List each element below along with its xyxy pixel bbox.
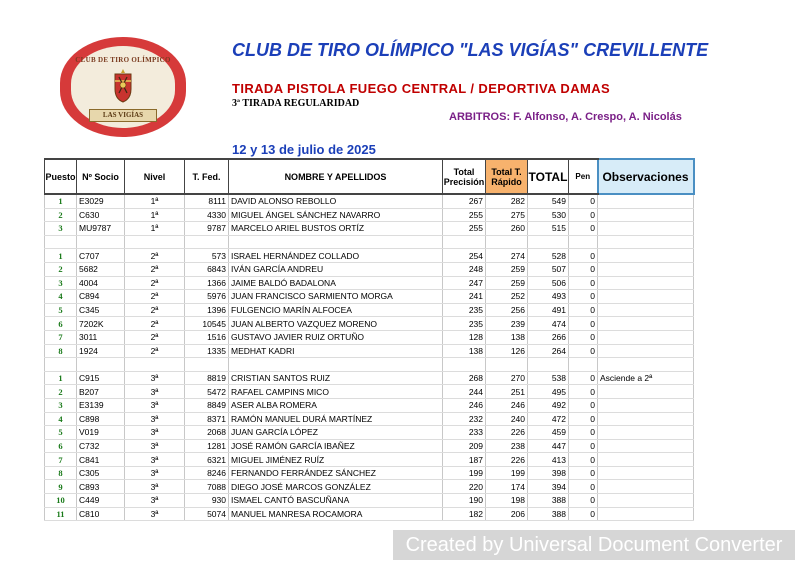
cell-nombre: [229, 358, 443, 372]
cell-fed: 8246: [185, 466, 229, 480]
cell-nombre: GUSTAVO JAVIER RUIZ ORTUÑO: [229, 330, 443, 344]
table-row: [45, 453, 694, 467]
cell-socio: C630: [77, 208, 125, 222]
cell-socio: B207: [77, 385, 125, 399]
cell-rapido: 199: [486, 466, 528, 480]
cell-precision: 247: [443, 276, 486, 290]
cell-pen: 0: [569, 412, 598, 426]
col-header-fed: T. Fed.: [185, 159, 229, 194]
cell-precision: [443, 358, 486, 372]
cell-nombre: FULGENCIO MARÍN ALFOCEA: [229, 303, 443, 317]
cell-nivel: 2ª: [125, 303, 185, 317]
cell-puesto: [45, 358, 77, 372]
cell-nombre: [229, 235, 443, 249]
cell-puesto: 5: [45, 426, 77, 440]
cell-fed: 5472: [185, 385, 229, 399]
cell-socio: C305: [77, 466, 125, 480]
cell-precision: 199: [443, 466, 486, 480]
cell-precision: 244: [443, 385, 486, 399]
col-header-rapido-line1: Total T.: [491, 166, 522, 177]
cell-precision: 182: [443, 507, 486, 521]
cell-nivel: 2ª: [125, 290, 185, 304]
table-row: [45, 398, 694, 412]
cell-rapido: 270: [486, 371, 528, 385]
cell-nombre: JAIME BALDÓ BADALONA: [229, 276, 443, 290]
cell-nombre: RAMÓN MANUEL DURÁ MARTÍNEZ: [229, 412, 443, 426]
cell-rapido: 275: [486, 208, 528, 222]
cell-fed: 8819: [185, 371, 229, 385]
table-row: [45, 385, 694, 399]
cell-nivel: 2ª: [125, 344, 185, 358]
cell-nivel: 3ª: [125, 439, 185, 453]
cell-socio: C915: [77, 371, 125, 385]
cell-fed: 4330: [185, 208, 229, 222]
cell-puesto: 6: [45, 439, 77, 453]
cell-fed: 5976: [185, 290, 229, 304]
cell-puesto: 1: [45, 371, 77, 385]
table-row: [45, 222, 694, 236]
cell-rapido: 126: [486, 344, 528, 358]
cell-total: [528, 358, 569, 372]
cell-puesto: 1: [45, 249, 77, 263]
page-title: CLUB DE TIRO OLÍMPICO "LAS VIGÍAS" CREVILLENTE: [232, 40, 709, 60]
cell-rapido: 206: [486, 507, 528, 521]
cell-socio: C893: [77, 480, 125, 494]
cell-observaciones: [598, 507, 694, 521]
cell-nombre: MANUEL MANRESA ROCAMORA: [229, 507, 443, 521]
cell-puesto: 2: [45, 385, 77, 399]
cell-observaciones: [598, 330, 694, 344]
cell-rapido: 282: [486, 194, 528, 208]
cell-puesto: 8: [45, 466, 77, 480]
col-header-puesto: Puesto: [45, 159, 77, 194]
cell-total: 447: [528, 439, 569, 453]
cell-fed: 1281: [185, 439, 229, 453]
cell-total: 388: [528, 507, 569, 521]
table-row: [45, 412, 694, 426]
col-header-precision: [443, 159, 486, 194]
cell-nivel: 3ª: [125, 480, 185, 494]
cell-socio: E3029: [77, 194, 125, 208]
cell-pen: 0: [569, 453, 598, 467]
cell-total: 538: [528, 371, 569, 385]
cell-socio: C449: [77, 494, 125, 508]
cell-fed: 8371: [185, 412, 229, 426]
cell-puesto: 4: [45, 412, 77, 426]
cell-precision: 128: [443, 330, 486, 344]
cell-total: 492: [528, 398, 569, 412]
cell-nombre: IVÁN GARCÍA ANDREU: [229, 262, 443, 276]
table-row: [45, 208, 694, 222]
converter-watermark: Created by Universal Document Converter: [393, 530, 795, 560]
cell-observaciones: [598, 466, 694, 480]
cell-rapido: 198: [486, 494, 528, 508]
cell-observaciones: [598, 439, 694, 453]
cell-nombre: DAVID ALONSO REBOLLO: [229, 194, 443, 208]
cell-pen: [569, 235, 598, 249]
table-row: [45, 330, 694, 344]
cell-rapido: 226: [486, 426, 528, 440]
cell-nombre: DIEGO JOSÉ MARCOS GONZÁLEZ: [229, 480, 443, 494]
cell-fed: 9787: [185, 222, 229, 236]
col-header-nombre: NOMBRE Y APELLIDOS: [229, 159, 443, 194]
table-row: [45, 194, 694, 208]
cell-observaciones: [598, 358, 694, 372]
cell-precision: 138: [443, 344, 486, 358]
cell-fed: 8849: [185, 398, 229, 412]
cell-puesto: 6: [45, 317, 77, 331]
cell-precision: 233: [443, 426, 486, 440]
cell-puesto: [45, 235, 77, 249]
shield-icon: [111, 69, 135, 103]
cell-pen: 0: [569, 371, 598, 385]
results-table: [44, 158, 695, 521]
cell-puesto: 7: [45, 330, 77, 344]
cell-observaciones: [598, 494, 694, 508]
col-header-rapido-line2: Rápido: [491, 176, 522, 187]
col-header-nivel: Nivel: [125, 159, 185, 194]
cell-pen: 0: [569, 317, 598, 331]
cell-puesto: 3: [45, 398, 77, 412]
cell-nombre: ISMAEL CANTÓ BASCUÑANA: [229, 494, 443, 508]
table-row: [45, 344, 694, 358]
cell-observaciones: [598, 385, 694, 399]
cell-precision: 267: [443, 194, 486, 208]
cell-pen: 0: [569, 398, 598, 412]
competition-subtitle: TIRADA PISTOLA FUEGO CENTRAL / DEPORTIVA DAMAS: [232, 81, 611, 96]
cell-rapido: 246: [486, 398, 528, 412]
cell-rapido: 259: [486, 262, 528, 276]
cell-rapido: 239: [486, 317, 528, 331]
cell-socio: 7202K: [77, 317, 125, 331]
cell-total: 266: [528, 330, 569, 344]
cell-nivel: 2ª: [125, 262, 185, 276]
cell-precision: 254: [443, 249, 486, 263]
cell-puesto: 3: [45, 222, 77, 236]
cell-nombre: MIGUEL JIMÉNEZ RUÍZ: [229, 453, 443, 467]
cell-nombre: JUAN FRANCISCO SARMIENTO MORGA: [229, 290, 443, 304]
cell-nivel: 3ª: [125, 426, 185, 440]
cell-pen: 0: [569, 494, 598, 508]
cell-nivel: 2ª: [125, 330, 185, 344]
cell-puesto: 9: [45, 480, 77, 494]
cell-observaciones: [598, 208, 694, 222]
cell-fed: 6321: [185, 453, 229, 467]
cell-nombre: MIGUEL ÁNGEL SÁNCHEZ NAVARRO: [229, 208, 443, 222]
cell-socio: 4004: [77, 276, 125, 290]
cell-socio: C732: [77, 439, 125, 453]
cell-nombre: CRISTIAN SANTOS RUIZ: [229, 371, 443, 385]
col-header-precision-line2: Precisión: [443, 176, 485, 187]
cell-puesto: 11: [45, 507, 77, 521]
cell-socio: 5682: [77, 262, 125, 276]
cell-fed: [185, 235, 229, 249]
table-row: [45, 494, 694, 508]
cell-puesto: 1: [45, 194, 77, 208]
cell-pen: 0: [569, 290, 598, 304]
cell-observaciones: [598, 249, 694, 263]
cell-rapido: 238: [486, 439, 528, 453]
cell-total: 394: [528, 480, 569, 494]
cell-fed: 1516: [185, 330, 229, 344]
cell-socio: C345: [77, 303, 125, 317]
cell-rapido: 256: [486, 303, 528, 317]
table-row: [45, 480, 694, 494]
cell-socio: [77, 358, 125, 372]
cell-rapido: 174: [486, 480, 528, 494]
cell-total: 459: [528, 426, 569, 440]
cell-precision: 248: [443, 262, 486, 276]
cell-precision: 187: [443, 453, 486, 467]
cell-pen: 0: [569, 344, 598, 358]
table-row: [45, 303, 694, 317]
cell-pen: 0: [569, 466, 598, 480]
cell-pen: 0: [569, 222, 598, 236]
cell-fed: 5074: [185, 507, 229, 521]
cell-fed: 2068: [185, 426, 229, 440]
cell-total: 491: [528, 303, 569, 317]
col-header-precision-line1: Total: [453, 166, 475, 177]
table-row: [45, 262, 694, 276]
cell-nombre: MARCELO ARIEL BUSTOS ORTÍZ: [229, 222, 443, 236]
cell-socio: C810: [77, 507, 125, 521]
cell-observaciones: [598, 453, 694, 467]
table-spacer-row: [45, 235, 694, 249]
cell-rapido: [486, 235, 528, 249]
cell-total: 493: [528, 290, 569, 304]
cell-puesto: 8: [45, 344, 77, 358]
cell-nivel: 3ª: [125, 466, 185, 480]
cell-nivel: 3ª: [125, 494, 185, 508]
cell-rapido: 226: [486, 453, 528, 467]
cell-nivel: 1ª: [125, 222, 185, 236]
cell-fed: 573: [185, 249, 229, 263]
cell-socio: C894: [77, 290, 125, 304]
table-header-row: [45, 159, 694, 194]
table-spacer-row: [45, 358, 694, 372]
referees-line: ARBITROS: F. Alfonso, A. Crespo, A. Nicolás: [449, 111, 682, 123]
cell-nivel: 3ª: [125, 453, 185, 467]
cell-pen: 0: [569, 480, 598, 494]
cell-nombre: MEDHAT KADRI: [229, 344, 443, 358]
cell-nivel: [125, 358, 185, 372]
cell-fed: 6843: [185, 262, 229, 276]
cell-rapido: [486, 358, 528, 372]
cell-pen: 0: [569, 385, 598, 399]
cell-precision: 190: [443, 494, 486, 508]
table-row: [45, 507, 694, 521]
cell-nombre: JUAN ALBERTO VAZQUEZ MORENO: [229, 317, 443, 331]
cell-pen: 0: [569, 276, 598, 290]
cell-observaciones: [598, 222, 694, 236]
cell-nivel: 2ª: [125, 249, 185, 263]
cell-nombre: RAFAEL CAMPINS MICO: [229, 385, 443, 399]
cell-total: 495: [528, 385, 569, 399]
cell-socio: 1924: [77, 344, 125, 358]
cell-total: 388: [528, 494, 569, 508]
cell-observaciones: [598, 480, 694, 494]
cell-puesto: 5: [45, 303, 77, 317]
cell-observaciones: [598, 344, 694, 358]
cell-puesto: 7: [45, 453, 77, 467]
cell-socio: C898: [77, 412, 125, 426]
cell-puesto: 3: [45, 276, 77, 290]
col-header-rapido: [486, 159, 528, 194]
cell-observaciones: [598, 262, 694, 276]
cell-rapido: 252: [486, 290, 528, 304]
cell-pen: 0: [569, 330, 598, 344]
cell-fed: [185, 358, 229, 372]
table-row: [45, 466, 694, 480]
cell-rapido: 259: [486, 276, 528, 290]
cell-puesto: 2: [45, 208, 77, 222]
cell-precision: 255: [443, 222, 486, 236]
cell-total: 413: [528, 453, 569, 467]
event-date: 12 y 13 de julio de 2025: [232, 142, 376, 157]
cell-observaciones: [598, 276, 694, 290]
cell-nivel: [125, 235, 185, 249]
cell-pen: 0: [569, 426, 598, 440]
cell-pen: 0: [569, 249, 598, 263]
cell-fed: 930: [185, 494, 229, 508]
cell-observaciones: [598, 398, 694, 412]
cell-nombre: ISRAEL HERNÁNDEZ COLLADO: [229, 249, 443, 263]
cell-observaciones: [598, 426, 694, 440]
cell-fed: 1335: [185, 344, 229, 358]
cell-total: 549: [528, 194, 569, 208]
cell-total: 506: [528, 276, 569, 290]
col-header-observaciones: Observaciones: [598, 159, 694, 194]
logo-top-text: CLUB DE TIRO OLÍMPICO: [75, 56, 171, 64]
cell-pen: 0: [569, 439, 598, 453]
cell-total: 530: [528, 208, 569, 222]
cell-observaciones: [598, 194, 694, 208]
cell-pen: [569, 358, 598, 372]
logo-bottom-text: LAS VIGÍAS: [89, 109, 157, 122]
cell-nombre: ASER ALBA ROMERA: [229, 398, 443, 412]
cell-precision: 246: [443, 398, 486, 412]
cell-nivel: 3ª: [125, 385, 185, 399]
cell-precision: 220: [443, 480, 486, 494]
cell-rapido: 138: [486, 330, 528, 344]
cell-nivel: 2ª: [125, 317, 185, 331]
club-logo: [60, 37, 186, 137]
table-row: [45, 426, 694, 440]
cell-puesto: 10: [45, 494, 77, 508]
table-row: [45, 249, 694, 263]
cell-fed: 1396: [185, 303, 229, 317]
cell-precision: 268: [443, 371, 486, 385]
cell-observaciones: [598, 290, 694, 304]
cell-observaciones: [598, 235, 694, 249]
cell-total: 528: [528, 249, 569, 263]
cell-precision: 235: [443, 317, 486, 331]
cell-observaciones: [598, 317, 694, 331]
cell-fed: 8111: [185, 194, 229, 208]
cell-observaciones: Asciende a 2ª: [598, 371, 694, 385]
cell-total: 515: [528, 222, 569, 236]
cell-total: 472: [528, 412, 569, 426]
cell-nivel: 3ª: [125, 398, 185, 412]
cell-pen: 0: [569, 262, 598, 276]
col-header-socio: Nº Socio: [77, 159, 125, 194]
col-header-total: TOTAL: [528, 159, 569, 194]
cell-nivel: 3ª: [125, 412, 185, 426]
cell-total: 507: [528, 262, 569, 276]
cell-socio: 3011: [77, 330, 125, 344]
cell-socio: [77, 235, 125, 249]
cell-nombre: FERNANDO FERRÁNDEZ SÁNCHEZ: [229, 466, 443, 480]
cell-nivel: 3ª: [125, 507, 185, 521]
table-row: [45, 439, 694, 453]
cell-nivel: 3ª: [125, 371, 185, 385]
logo-emblem: [71, 46, 175, 128]
cell-observaciones: [598, 412, 694, 426]
cell-pen: 0: [569, 303, 598, 317]
cell-total: 398: [528, 466, 569, 480]
col-header-pen: Pen: [569, 159, 598, 194]
cell-puesto: 4: [45, 290, 77, 304]
cell-precision: 232: [443, 412, 486, 426]
table-row: [45, 371, 694, 385]
cell-nombre: JOSÉ RAMÓN GARCÍA IBAÑEZ: [229, 439, 443, 453]
cell-puesto: 2: [45, 262, 77, 276]
cell-total: 474: [528, 317, 569, 331]
cell-nivel: 1ª: [125, 194, 185, 208]
cell-socio: E3139: [77, 398, 125, 412]
cell-pen: 0: [569, 507, 598, 521]
cell-precision: 235: [443, 303, 486, 317]
cell-precision: 255: [443, 208, 486, 222]
cell-socio: MU9787: [77, 222, 125, 236]
table-row: [45, 290, 694, 304]
cell-rapido: 240: [486, 412, 528, 426]
cell-socio: C841: [77, 453, 125, 467]
cell-rapido: 274: [486, 249, 528, 263]
table-row: [45, 276, 694, 290]
cell-nivel: 1ª: [125, 208, 185, 222]
cell-total: [528, 235, 569, 249]
cell-nombre: JUAN GARCÍA LÓPEZ: [229, 426, 443, 440]
table-row: [45, 317, 694, 331]
cell-fed: 7088: [185, 480, 229, 494]
cell-pen: 0: [569, 194, 598, 208]
cell-rapido: 251: [486, 385, 528, 399]
cell-precision: 209: [443, 439, 486, 453]
cell-rapido: 260: [486, 222, 528, 236]
cell-socio: C707: [77, 249, 125, 263]
cell-fed: 10545: [185, 317, 229, 331]
cell-precision: [443, 235, 486, 249]
cell-total: 264: [528, 344, 569, 358]
cell-precision: 241: [443, 290, 486, 304]
cell-observaciones: [598, 303, 694, 317]
cell-nivel: 2ª: [125, 276, 185, 290]
cell-pen: 0: [569, 208, 598, 222]
regularidad-label: 3ª TIRADA REGULARIDAD: [232, 98, 360, 109]
cell-fed: 1366: [185, 276, 229, 290]
cell-socio: V019: [77, 426, 125, 440]
